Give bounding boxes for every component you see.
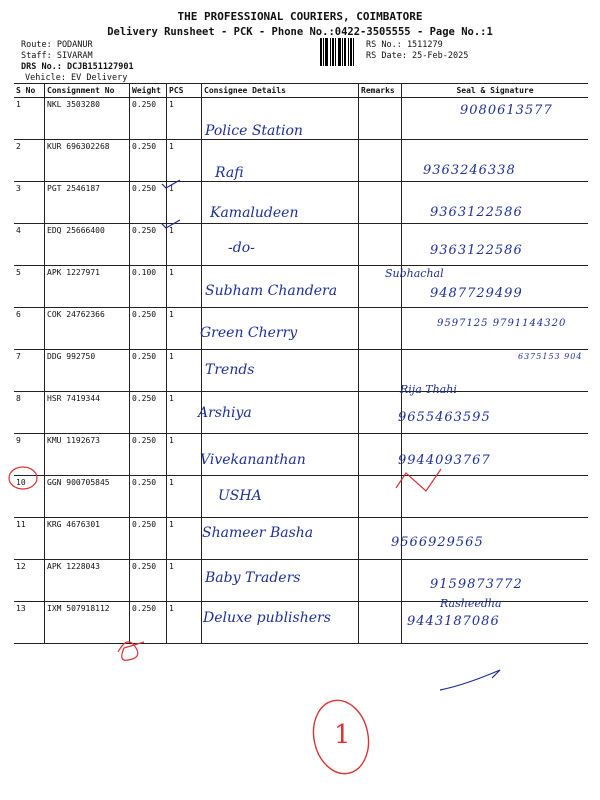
row-pcs: 1 xyxy=(167,98,202,140)
handwritten-phone-number: 9655463595 xyxy=(398,410,491,425)
header-sno: S No xyxy=(14,84,45,98)
row-pcs: 1 xyxy=(167,224,202,266)
row-sno: 9 xyxy=(14,434,45,476)
row-pcs: 1 xyxy=(167,434,202,476)
rs-no-label: RS No.: 1511279 xyxy=(366,40,443,50)
row-weight: 0.250 xyxy=(130,140,167,182)
row-weight: 0.250 xyxy=(130,224,167,266)
row-consignment-no: KMU 1192673 xyxy=(45,434,130,476)
row10-red-signature xyxy=(396,469,441,491)
header-remarks: Remarks xyxy=(359,84,402,98)
row-pcs: 1 xyxy=(167,518,202,560)
handwritten-phone-number: 9080613577 xyxy=(460,103,553,118)
handwritten-phone-number: 9363122586 xyxy=(430,243,523,258)
row-pcs: 1 xyxy=(167,602,202,644)
row10-circle-mark xyxy=(9,467,37,489)
row-weight: 0.250 xyxy=(130,560,167,602)
handwritten-consignee-name: USHA xyxy=(218,488,262,504)
header-signature: Seal & Signature xyxy=(402,84,589,98)
row-pcs: 1 xyxy=(167,308,202,350)
row-consignment-no: KRG 4676301 xyxy=(45,518,130,560)
header-consignee: Consignee Details xyxy=(202,84,359,98)
route-label: Route: PODANUR xyxy=(21,40,93,50)
page-count-mark: 1 xyxy=(334,720,351,750)
row-weight: 0.250 xyxy=(130,98,167,140)
row-pcs: 1 xyxy=(167,392,202,434)
handwritten-consignee-name: Vivekananthan xyxy=(200,452,306,468)
row-consignment-no: KUR 696302268 xyxy=(45,140,130,182)
row-weight: 0.250 xyxy=(130,434,167,476)
header-pcs: PCS xyxy=(167,84,202,98)
row-sno: 11 xyxy=(14,518,45,560)
row-consignment-no: APK 1228043 xyxy=(45,560,130,602)
handwritten-consignee-name: Kamaludeen xyxy=(210,205,299,221)
header-weight: Weight xyxy=(130,84,167,98)
header-consignment: Consignment No xyxy=(45,84,130,98)
handwritten-consignee-name: Shameer Basha xyxy=(202,525,314,541)
row-weight: 0.250 xyxy=(130,476,167,518)
row-pcs: 1 xyxy=(167,560,202,602)
row-weight: 0.250 xyxy=(130,182,167,224)
handwritten-phone-number: 9487729499 xyxy=(430,286,523,301)
row-sno: 3 xyxy=(14,182,45,224)
handwritten-consignee-name: -do- xyxy=(228,240,255,256)
handwritten-phone-number: 9566929565 xyxy=(391,535,484,550)
row-consignment-no: IXM 507918112 xyxy=(45,602,130,644)
row-pcs: 1 xyxy=(167,140,202,182)
handwritten-consignee-name: Baby Traders xyxy=(205,570,301,586)
handwritten-phone-number: 9363246338 xyxy=(423,163,516,178)
handwritten-consignee-name: Police Station xyxy=(205,123,303,139)
row-consignment-no: GGN 900705845 xyxy=(45,476,130,518)
row-sno: 13 xyxy=(14,602,45,644)
vehicle-label: Vehicle: EV Delivery xyxy=(25,73,128,83)
row-consignment-no: APK 1227971 xyxy=(45,266,130,308)
handwritten-consignee-name: Subham Chandera xyxy=(205,283,338,299)
handwritten-consignee-name: Rafi xyxy=(215,165,244,181)
tick-stroke xyxy=(440,670,500,690)
handwritten-consignee-name: Deluxe publishers xyxy=(203,610,331,626)
row-pcs: 1 xyxy=(167,350,202,392)
row-weight: 0.250 xyxy=(130,602,167,644)
handwritten-phone-number: 6375153 904 xyxy=(518,352,583,361)
handwritten-phone-number: 9597125 9791144320 xyxy=(437,318,567,329)
row-weight: 0.250 xyxy=(130,308,167,350)
row-consignment-no: EDQ 25666400 xyxy=(45,224,130,266)
tick-row3 xyxy=(162,180,180,188)
row-consignment-no: NKL 3503280 xyxy=(45,98,130,140)
handwritten-phone-number: 9944093767 xyxy=(398,453,491,468)
row-sno: 1 xyxy=(14,98,45,140)
row-pcs: 1 xyxy=(167,476,202,518)
row-consignment-no: DDG 992750 xyxy=(45,350,130,392)
runsheet-subtitle: Delivery Runsheet - PCK - Phone No.:0422-3505555 - Page No.:1 xyxy=(107,26,493,38)
row-consignment-no: COK 24762366 xyxy=(45,308,130,350)
tick-row4 xyxy=(162,220,180,228)
row-consignment-no: PGT 2546187 xyxy=(45,182,130,224)
handwritten-signature: Rija Thahi xyxy=(400,383,457,396)
row-sno: 6 xyxy=(14,308,45,350)
handwritten-consignee-name: Arshiya xyxy=(198,405,252,421)
row-sno: 10 xyxy=(14,476,45,518)
rs-date-label: RS Date: 25-Feb-2025 xyxy=(366,51,469,61)
row-weight: 0.250 xyxy=(130,518,167,560)
handwritten-signature: Subhachal xyxy=(385,267,444,280)
row-sno: 4 xyxy=(14,224,45,266)
row-sno: 12 xyxy=(14,560,45,602)
row-weight: 0.250 xyxy=(130,392,167,434)
scribble-mark xyxy=(118,642,144,660)
handwritten-signature: Rasheedha xyxy=(440,597,502,610)
handwritten-phone-number: 9443187086 xyxy=(407,614,500,629)
row-pcs: 1 xyxy=(167,182,202,224)
row-sno: 8 xyxy=(14,392,45,434)
row-sno: 5 xyxy=(14,266,45,308)
row-weight: 0.250 xyxy=(130,350,167,392)
drs-label: DRS No.: DCJB151127901 xyxy=(21,62,134,72)
handwritten-consignee-name: Green Cherry xyxy=(200,325,298,341)
staff-label: Staff: SIVARAM xyxy=(21,51,93,61)
row-consignment-no: HSR 7419344 xyxy=(45,392,130,434)
row-sno: 2 xyxy=(14,140,45,182)
company-title: THE PROFESSIONAL COURIERS, COIMBATORE xyxy=(177,10,423,23)
row-pcs: 1 xyxy=(167,266,202,308)
row-sno: 7 xyxy=(14,350,45,392)
handwritten-phone-number: 9159873772 xyxy=(430,577,523,592)
row-weight: 0.100 xyxy=(130,266,167,308)
handwritten-phone-number: 9363122586 xyxy=(430,205,523,220)
handwritten-consignee-name: Trends xyxy=(205,362,255,378)
